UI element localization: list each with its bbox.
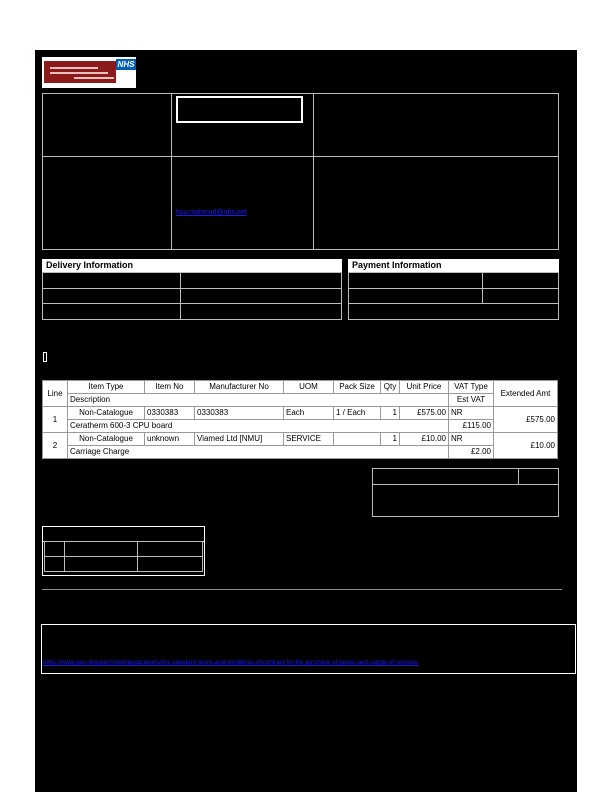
row-pack-size — [334, 433, 381, 446]
row-est-vat: £2.00 — [449, 446, 494, 459]
table-row — [43, 433, 558, 446]
logo-wordmark — [44, 61, 116, 83]
header-item-type: Item Type — [68, 381, 145, 394]
row-vat-type: NR — [449, 433, 494, 446]
supplier-email-link[interactable]: hsu.mahmud@nhs.net — [176, 209, 247, 216]
row-qty: 1 — [381, 407, 400, 420]
row-item-no: unknown — [145, 433, 195, 446]
table-row-description — [43, 446, 558, 459]
table-row-description — [43, 420, 558, 433]
header-pack-size: Pack Size — [334, 381, 381, 394]
table-row — [43, 407, 558, 420]
header-uom: UOM — [284, 381, 334, 394]
order-number-box — [176, 96, 303, 123]
header-manufacturer-no: Manufacturer No — [195, 381, 284, 394]
header-est-vat: Est VAT — [449, 394, 494, 407]
header-vat-type: VAT Type — [449, 381, 494, 394]
header-qty: Qty — [381, 381, 400, 394]
row-item-type: Non-Catalogue — [68, 433, 145, 446]
payment-information-heading: Payment Information — [348, 259, 559, 272]
row-description: Carriage Charge — [68, 446, 449, 459]
header-unit-price: Unit Price — [400, 381, 449, 394]
section-divider — [42, 589, 562, 590]
row-description: Ceratherm 600-3 CPU board — [68, 420, 449, 433]
header-line: Line — [43, 381, 68, 407]
organisation-logo — [42, 57, 136, 88]
nhs-logo-badge: NHS — [117, 60, 135, 69]
row-extended-amt: £10.00 — [494, 433, 558, 459]
row-est-vat: £115.00 — [449, 420, 494, 433]
header-extended-amt: Extended Amt — [494, 381, 558, 407]
row-line-number: 2 — [43, 433, 68, 459]
order-lines-table — [42, 380, 558, 459]
row-manufacturer-no: Viamed Ltd [NMU] — [195, 433, 284, 446]
row-qty: 1 — [381, 433, 400, 446]
payment-information-table — [348, 272, 559, 320]
row-unit-price: £10.00 — [400, 433, 449, 446]
row-extended-amt: £575.00 — [494, 407, 558, 433]
row-line-number: 1 — [43, 407, 68, 433]
row-uom: SERVICE — [284, 433, 334, 446]
header-item-no: Item No — [145, 381, 195, 394]
small-checkbox[interactable] — [43, 352, 47, 362]
row-manufacturer-no: 0330383 — [195, 407, 284, 420]
right-edge-strip — [558, 50, 577, 792]
row-uom: Each — [284, 407, 334, 420]
row-vat-type: NR — [449, 407, 494, 420]
row-pack-size: 1 / Each — [334, 407, 381, 420]
delivery-information-heading: Delivery Information — [42, 259, 342, 272]
header-description: Description — [68, 394, 449, 407]
order-totals-box — [372, 468, 559, 517]
terms-and-conditions-link[interactable]: https://www.gov.uk/government/publications/nhs-standard-terms-and-conditions-of-contract-for-the-purchase-of-goods-and-supply-of-services — [43, 660, 419, 666]
row-unit-price: £575.00 — [400, 407, 449, 420]
terms-box — [41, 624, 576, 674]
row-item-no: 0330383 — [145, 407, 195, 420]
row-item-type: Non-Catalogue — [68, 407, 145, 420]
delivery-information-table — [42, 272, 342, 320]
